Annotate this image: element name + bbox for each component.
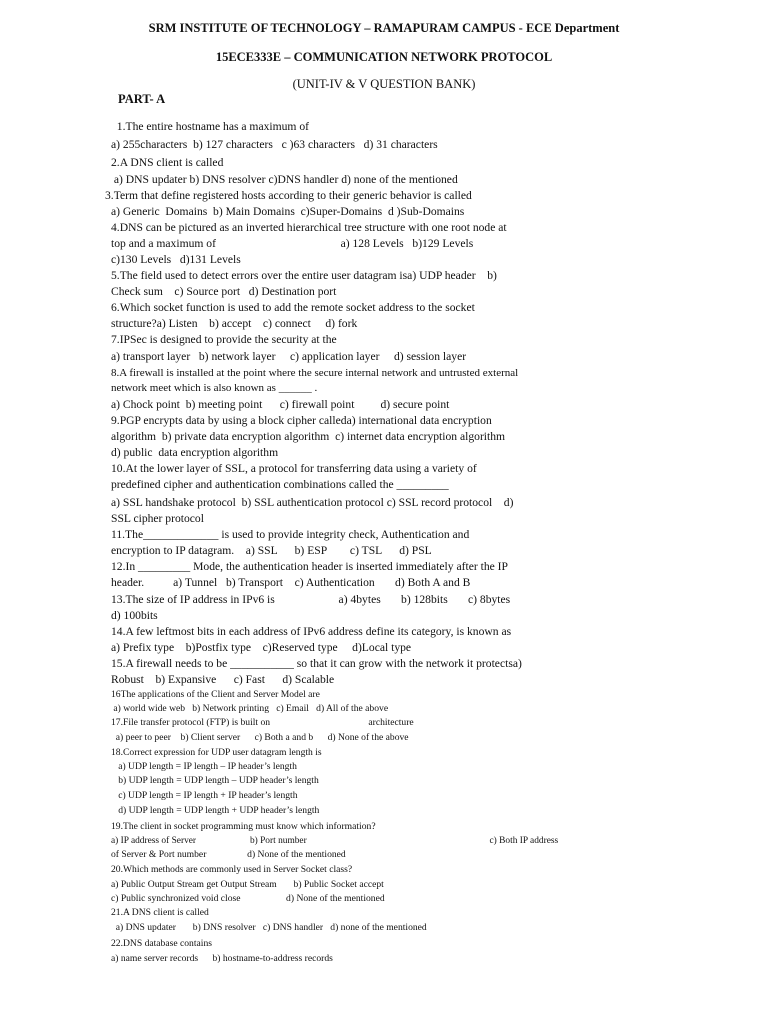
option-line: c) Public synchronized void close d) None of the mentioned [111,893,385,904]
course-heading: 15ECE333E – COMMUNICATION NETWORK PROTOCOL [215,50,553,64]
question-line: 12.In _________ Mode, the authentication header is inserted immediately after the IP [111,560,508,573]
question-bank-heading: (UNIT-IV & V QUESTION BANK) [292,77,476,91]
question-line: 2.A DNS client is called [111,156,224,169]
question-line: 13.The size of IP address in IPv6 is a) 4bytes b) 128bits c) 8bytes [111,593,511,606]
question-line: 7.IPSec is designed to provide the security at the [111,333,337,346]
question-line: 16The applications of the Client and Server Model are [111,689,320,700]
option-line: a) transport layer b) network layer c) application layer d) session layer [111,350,467,363]
question-line: 21.A DNS client is called [111,907,209,918]
option-line: d) UDP length = UDP length + UDP header’s length [111,805,320,816]
question-line: 6.Which socket function is used to add the remote socket address to the socket [111,301,475,314]
question-line: 17.File transfer protocol (FTP) is built on architecture [111,717,414,728]
option-line: a) Chock point b) meeting point c) firewall point d) secure point [111,398,450,411]
option-line: a) Prefix type b)Postfix type c)Reserved type d)Local type [111,641,412,654]
option-line: Check sum c) Source port d) Destination port [111,285,337,298]
option-line: Robust b) Expansive c) Fast d) Scalable [111,673,335,686]
part-a-heading: PART- A [118,92,166,106]
question-line: 10.At the lower layer of SSL, a protocol for transferring data using a variety of [111,462,477,475]
question-line: 14.A few leftmost bits in each address of IPv6 address define its category, is known as [111,625,512,638]
question-line: 19.The client in socket programming must know which information? [111,821,376,832]
option-line: a) IP address of Server b) Port number c) Both IP address [111,836,559,846]
option-line: d) public data encryption algorithm [111,446,279,459]
option-line: a) DNS updater b) DNS resolver c)DNS handler d) none of the mentioned [111,173,458,186]
option-line: a) Generic Domains b) Main Domains c)Super-Domains d )Sub-Domains [111,205,465,218]
question-line: 15.A firewall needs to be ___________ so that it can grow with the network it protectsa) [111,657,522,670]
option-line: algorithm b) private data encryption algorithm c) internet data encryption algorithm [111,430,506,443]
question-line: 5.The field used to detect errors over the entire user datagram isa) UDP header b) [111,269,497,282]
option-line: a) SSL handshake protocol b) SSL authentication protocol c) SSL record protocol d) [111,496,514,509]
question-line: 9.PGP encrypts data by using a block cipher calleda) international data encryption [111,414,492,427]
option-line: of Server & Port number d) None of the mentioned [111,849,346,860]
option-line: c)130 Levels d)131 Levels [111,253,241,266]
institute-heading: SRM INSTITUTE OF TECHNOLOGY – RAMAPURAM CAMPUS - ECE Department [148,21,620,35]
option-line: a) UDP length = IP length – IP header’s length [111,761,297,772]
option-line: SSL cipher protocol [111,512,204,525]
option-line: a) world wide web b) Network printing c) Email d) All of the above [111,703,389,714]
question-line: 1.The entire hostname has a maximum of [111,120,310,133]
question-line: network meet which is also known as ______ . [111,382,318,394]
option-line: d) 100bits [111,609,158,622]
option-line: a) peer to peer b) Client server c) Both a and b d) None of the above [111,732,409,743]
option-line: a) Public Output Stream get Output Stream b) Public Socket accept [111,879,384,890]
question-line: top and a maximum of a) 128 Levels b)129 Levels [111,237,474,250]
option-line: encryption to IP datagram. a) SSL b) ESP c) TSL d) PSL [111,544,432,557]
option-line: a) DNS updater b) DNS resolver c) DNS handler d) none of the mentioned [111,922,427,933]
question-line: predefined cipher and authentication combinations called the _________ [111,478,449,491]
question-line: 11.The_____________ is used to provide integrity check, Authentication and [111,528,470,541]
question-line: 4.DNS can be pictured as an inverted hierarchical tree structure with one root node at [111,221,507,234]
question-line: 22.DNS database contains [111,938,212,949]
option-line: structure?a) Listen b) accept c) connect d) fork [111,317,358,330]
option-line: a) name server records b) hostname-to-address records [111,953,333,964]
option-line: a) 255characters b) 127 characters c )63 characters d) 31 characters [111,138,438,151]
question-line: 8.A firewall is installed at the point where the secure internal network and untrusted external [111,367,519,379]
question-line: 18.Correct expression for UDP user datagram length is [111,747,322,758]
question-line: 20.Which methods are commonly used in Server Socket class? [111,864,353,875]
option-line: b) UDP length = UDP length – UDP header’s length [111,775,319,786]
option-line: header. a) Tunnel b) Transport c) Authentication d) Both A and B [111,576,471,589]
question-line: 3.Term that define registered hosts according to their generic behavior is called [105,189,472,202]
option-line: c) UDP length = IP length + IP header’s length [111,790,298,801]
